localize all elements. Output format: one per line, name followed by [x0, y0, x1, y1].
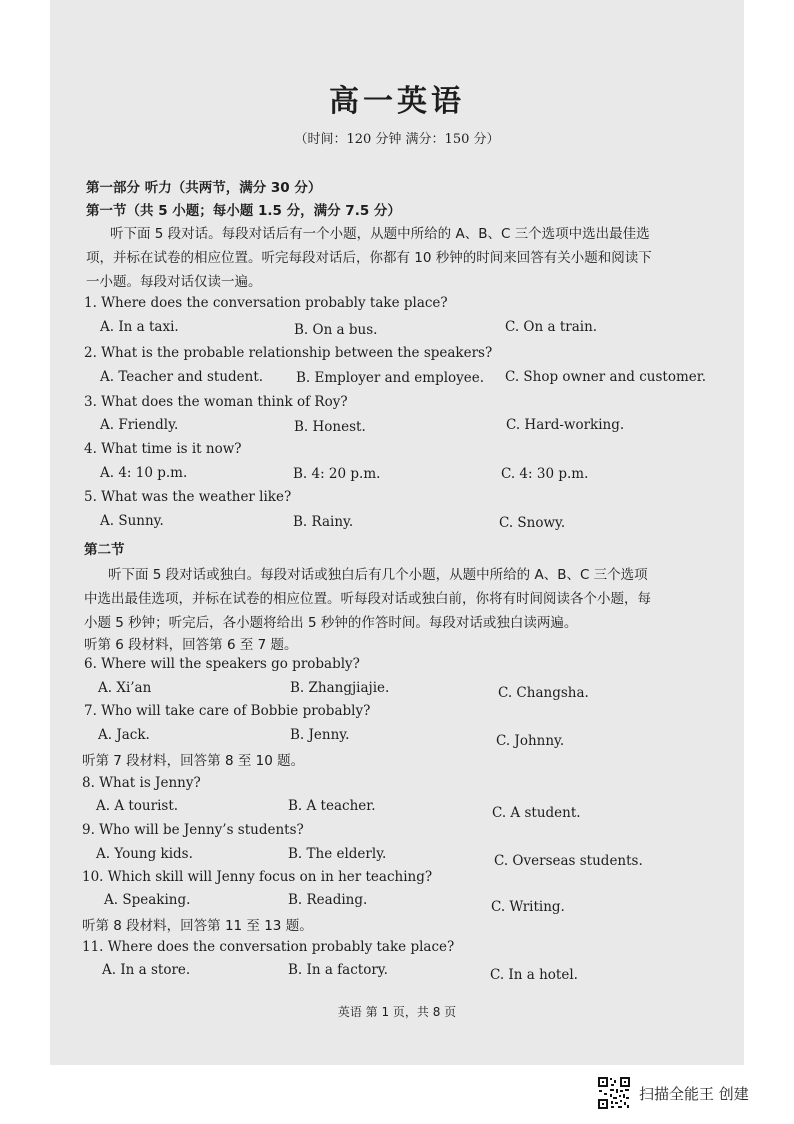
question-2-option-b: B. Employer and employee.	[296, 370, 485, 386]
question-6-option-b: B. Zhangjiajie.	[290, 680, 390, 696]
question-5-option-a: A. Sunny.	[100, 513, 164, 529]
section2-instruction-line1: 听下面 5 段对话或独白。每段对话或独白后有几个小题，从题中所给的 A、B、C 三个选项	[108, 567, 648, 583]
material-8-note: 听第 8 段材料，回答第 11 至 13 题。	[82, 918, 313, 934]
material-7-note: 听第 7 段材料，回答第 8 至 10 题。	[82, 753, 305, 769]
exam-time-score: （时间：120 分钟 满分：150 分）	[294, 132, 500, 147]
question-4-option-c: C. 4: 30 p.m.	[501, 466, 589, 482]
material-6-note: 听第 6 段材料，回答第 6 至 7 题。	[84, 637, 298, 653]
question-1-option-a: A. In a taxi.	[100, 319, 179, 335]
question-10: 10. Which skill will Jenny focus on in her teaching?	[82, 869, 433, 885]
question-3-option-a: A. Friendly.	[100, 417, 179, 433]
question-5-option-c: C. Snowy.	[499, 515, 566, 531]
question-8-option-c: C. A student.	[492, 805, 581, 821]
question-7-option-c: C. Johnny.	[496, 733, 565, 749]
question-11-option-c: C. In a hotel.	[490, 967, 578, 983]
question-6: 6. Where will the speakers go probably?	[84, 656, 360, 672]
question-3-option-c: C. Hard-working.	[506, 417, 625, 433]
section1-heading: 第一节（共 5 小题；每小题 1.5 分，满分 7.5 分）	[86, 203, 401, 219]
page-footer: 英语 第 1 页，共 8 页	[337, 1005, 457, 1019]
section2-instruction-line2: 中选出最佳选项，并标在试卷的相应位置。听每段对话或独白前，你将有时间阅读各个小题，每	[84, 591, 651, 607]
question-4-option-a: A. 4: 10 p.m.	[100, 465, 188, 481]
question-8-option-b: B. A teacher.	[288, 798, 376, 814]
scanner-watermark-text: 扫描全能王 创建	[639, 1084, 749, 1103]
part1-heading: 第一部分 听力（共两节，满分 30 分）	[86, 180, 322, 196]
section1-instruction-line1: 听下面 5 段对话。每段对话后有一个小题，从题中所给的 A、B、C 三个选项中选出最佳选	[110, 226, 650, 242]
exam-page	[50, 0, 744, 1065]
question-1-option-c: C. On a train.	[505, 319, 598, 335]
question-2-option-a: A. Teacher and student.	[100, 369, 264, 385]
qr-code-icon	[597, 1076, 631, 1110]
question-8-option-a: A. A tourist.	[96, 798, 179, 814]
question-9-option-a: A. Young kids.	[96, 846, 193, 862]
question-3: 3. What does the woman think of Roy?	[84, 394, 348, 410]
question-9-option-b: B. The elderly.	[288, 846, 387, 862]
question-7-option-b: B. Jenny.	[290, 727, 350, 743]
question-9: 9. Who will be Jenny’s students?	[82, 822, 304, 838]
question-4: 4. What time is it now?	[84, 441, 242, 457]
question-9-option-c: C. Overseas students.	[494, 853, 643, 869]
question-2-option-c: C. Shop owner and customer.	[505, 369, 707, 385]
question-1-option-b: B. On a bus.	[294, 322, 378, 338]
section2-heading: 第二节	[84, 542, 125, 558]
question-3-option-b: B. Honest.	[294, 419, 366, 435]
question-7: 7. Who will take care of Bobbie probably?	[84, 703, 371, 719]
scanner-watermark	[597, 1075, 749, 1111]
section1-instruction-line3: 一小题。每段对话仅读一遍。	[86, 274, 262, 290]
section2-instruction-line3: 小题 5 秒钟；听完后，各小题将给出 5 秒钟的作答时间。每段对话或独白读两遍。	[84, 615, 578, 631]
question-11-option-b: B. In a factory.	[288, 962, 388, 978]
question-4-option-b: B. 4: 20 p.m.	[293, 466, 381, 482]
question-11-option-a: A. In a store.	[102, 962, 191, 978]
question-8: 8. What is Jenny?	[82, 775, 201, 791]
question-7-option-a: A. Jack.	[98, 727, 150, 743]
section1-instruction-line2: 项，并标在试卷的相应位置。听完每段对话后，你都有 10 秒钟的时间来回答有关小题和阅读下	[86, 250, 652, 266]
question-6-option-a: A. Xi’an	[98, 680, 152, 696]
question-11: 11. Where does the conversation probably take place?	[82, 939, 455, 955]
question-1: 1. Where does the conversation probably take place?	[84, 295, 448, 311]
question-10-option-c: C. Writing.	[491, 899, 565, 915]
question-10-option-b: B. Reading.	[288, 892, 368, 908]
question-5-option-b: B. Rainy.	[293, 514, 354, 530]
question-6-option-c: C. Changsha.	[498, 685, 589, 701]
question-5: 5. What was the weather like?	[84, 489, 292, 505]
question-2: 2. What is the probable relationship between the speakers?	[84, 345, 493, 361]
question-10-option-a: A. Speaking.	[104, 892, 191, 908]
page-title: 高一英语	[329, 84, 465, 119]
